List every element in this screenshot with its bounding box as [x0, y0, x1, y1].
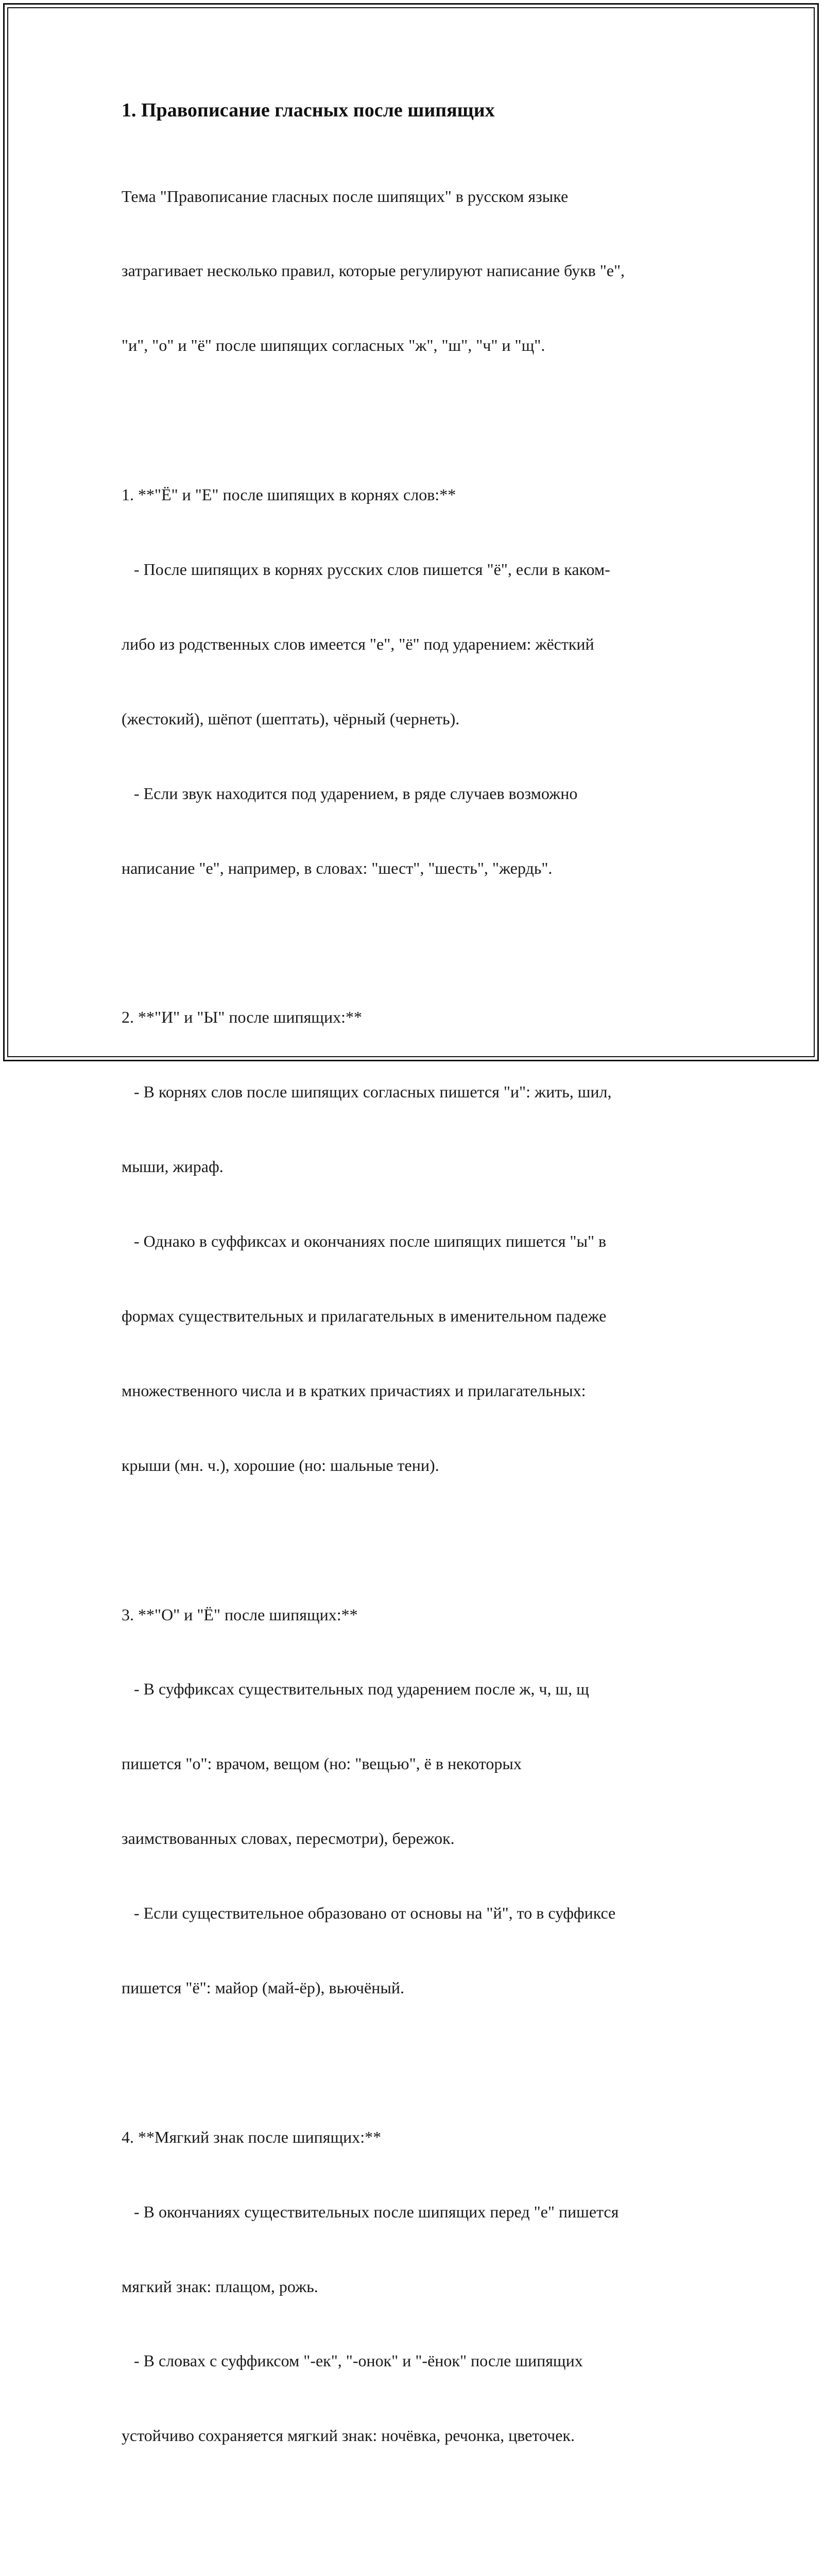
- section-3: [122, 1552, 709, 2050]
- section-line: мыши, жираф.: [122, 1154, 709, 1179]
- paragraph-gap: [122, 2050, 709, 2075]
- document-title: 1. Правописание гласных после шипящих: [122, 98, 709, 123]
- section-heading: 4. **Мягкий знак после шипящих:**: [122, 2125, 709, 2149]
- section-line: устойчиво сохраняется мягкий знак: ночёвка, речонка, цветочек.: [122, 2423, 709, 2448]
- section-line: - В словах с суффиксом "-ек", "-онок" и "-ёнок" после шипящих: [122, 2348, 709, 2373]
- section-line: пишется "ё": майор (май-ёр), вьючёный.: [122, 1975, 709, 2000]
- section-line: - В окончаниях существительных после шипящих перед "е" пишется: [122, 2199, 709, 2224]
- paragraph-gap: [122, 2498, 709, 2522]
- section-line: написание "е", например, в словах: "шест", "шесть", "жердь".: [122, 856, 709, 880]
- paragraph-gap: [122, 1528, 709, 1552]
- section-line: - После шипящих в корнях русских слов пишется "ё", если в каком-: [122, 557, 709, 582]
- section-heading: 2. **"И" и "Ы" после шипящих:**: [122, 1005, 709, 1029]
- intro-paragraph: [122, 134, 709, 408]
- section-line: заимствованных словах, пересмотри), бережок.: [122, 1826, 709, 1851]
- section-line: либо из родственных слов имеется "е", "ё" под ударением: жёсткий: [122, 632, 709, 656]
- section-heading: 1. **"Ё" и "Е" после шипящих в корнях слов:**: [122, 482, 709, 507]
- intro-line: "и", "о" и "ё" после шипящих согласных "ж", "ш", "ч" и "щ".: [122, 333, 709, 358]
- section-5: [122, 2523, 709, 2576]
- section-heading: 3. **"О" и "Ё" после шипящих:**: [122, 1602, 709, 1627]
- section-line: - В корнях слов после шипящих согласных пишется "и": жить, шил,: [122, 1079, 709, 1104]
- section-line: - Если звук находится под ударением, в ряде случаев возможно: [122, 781, 709, 806]
- section-4: [122, 2075, 709, 2498]
- section-1: [122, 433, 709, 930]
- section-line: мягкий знак: плащом, рожь.: [122, 2274, 709, 2299]
- intro-line: Тема "Правописание гласных после шипящих" в русском языке: [122, 184, 709, 209]
- paragraph-gap: [122, 930, 709, 955]
- document-body: [122, 98, 709, 2576]
- section-line: формах существительных и прилагательных в именительном падеже: [122, 1303, 709, 1328]
- section-heading: [122, 2572, 709, 2576]
- section-line: (жестокий), шёпот (шептать), чёрный (чернеть).: [122, 706, 709, 731]
- section-line: - Однако в суффиксах и окончаниях после шипящих пишется "ы" в: [122, 1229, 709, 1253]
- section-line: - Если существительное образовано от основы на "й", то в суффиксе: [122, 1901, 709, 1925]
- paragraph-gap: [122, 408, 709, 432]
- section-line: пишется "о": врачом, вещом (но: "вещью", ё в некоторых: [122, 1751, 709, 1776]
- section-line: крыши (мн. ч.), хорошие (но: шальные тени).: [122, 1453, 709, 1478]
- section-line: множественного числа и в кратких причастиях и прилагательных:: [122, 1378, 709, 1403]
- section-2: [122, 955, 709, 1528]
- intro-line: затрагивает несколько правил, которые регулируют написание букв "е",: [122, 258, 709, 283]
- section-line: - В суффиксах существительных под ударением после ж, ч, ш, щ: [122, 1676, 709, 1701]
